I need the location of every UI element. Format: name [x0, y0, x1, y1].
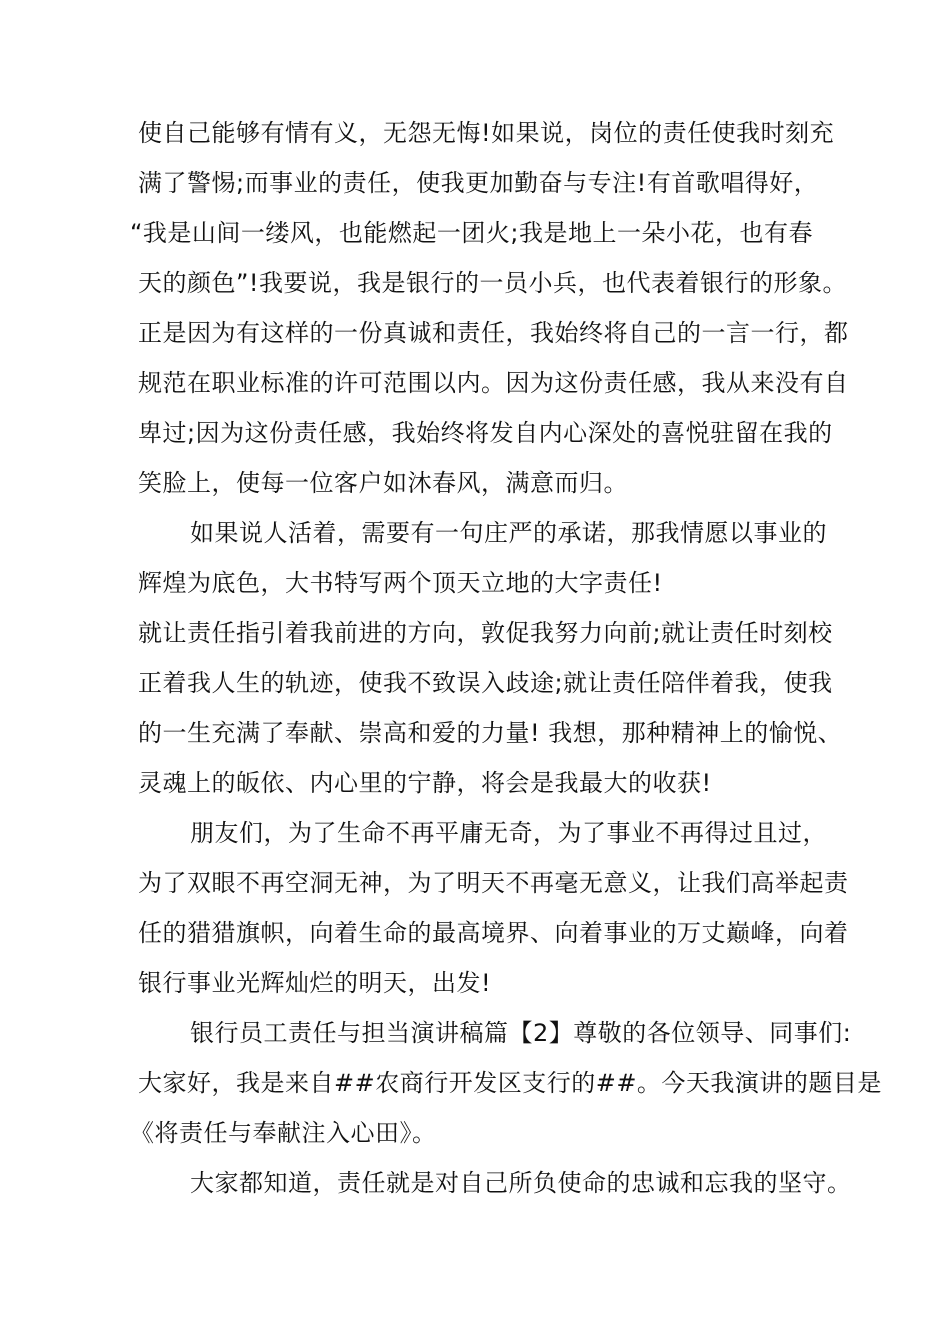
- paragraph-first-line: 大家都知道，责任就是对自己所负使命的忠诚和忘我的坚守。: [190, 1169, 852, 1197]
- text-line: 灵魂上的皈依、内心里的宁静，将会是我最大的收获!: [138, 769, 712, 797]
- text-line: 正着我人生的轨迹，使我不致误入歧途;就让责任陪伴着我，使我: [138, 669, 833, 697]
- paragraph-first-line: 如果说人活着，需要有一句庄严的承诺，那我情愿以事业的: [190, 519, 827, 547]
- paragraph-first-line: 朋友们，为了生命不再平庸无奇，为了事业不再得过且过，: [190, 819, 827, 847]
- text-line: 笑脸上，使每一位客户如沐春风，满意而归。: [138, 469, 628, 497]
- text-line: 《将责任与奉献注入心田》。: [130, 1119, 437, 1147]
- text-line: 规范在职业标准的许可范围以内。因为这份责任感，我从来没有自: [138, 369, 849, 397]
- text-line: 任的猎猎旗帜，向着生命的最高境界、向着事业的万丈巅峰，向着: [138, 919, 849, 947]
- text-line: 满了警惕;而事业的责任，使我更加勤奋与专注!有首歌唱得好，: [138, 169, 819, 197]
- text-line: “我是山间一缕风，也能燃起一团火;我是地上一朵小花，也有春: [130, 219, 814, 247]
- text-line: 大家好，我是来自##农商行开发区支行的##。今天我演讲的题目是: [138, 1069, 882, 1097]
- text-line: 天的颜色”!我要说，我是银行的一员小兵，也代表着银行的形象。: [138, 269, 848, 297]
- paragraph-first-line: 银行员工责任与担当演讲稿篇【2】尊敬的各位领导、同事们:: [190, 1019, 852, 1047]
- text-line: 就让责任指引着我前进的方向，敦促我努力向前;就让责任时刻校: [138, 619, 833, 647]
- text-line: 银行事业光辉灿烂的明天，出发!: [138, 969, 492, 997]
- text-line: 正是因为有这样的一份真诚和责任，我始终将自己的一言一行，都: [138, 319, 849, 347]
- text-line: 使自己能够有情有义，无怨无悔!如果说，岗位的责任使我时刻充: [138, 119, 835, 147]
- text-line: 为了双眼不再空洞无神，为了明天不再毫无意义，让我们高举起责: [138, 869, 849, 897]
- text-line: 辉煌为底色，大书特写两个顶天立地的大字责任!: [138, 569, 663, 597]
- text-line: 卑过;因为这份责任感，我始终将发自内心深处的喜悦驻留在我的: [138, 419, 833, 447]
- text-line: 的一生充满了奉献、崇高和爱的力量! 我想，那种精神上的愉悦、: [138, 719, 843, 747]
